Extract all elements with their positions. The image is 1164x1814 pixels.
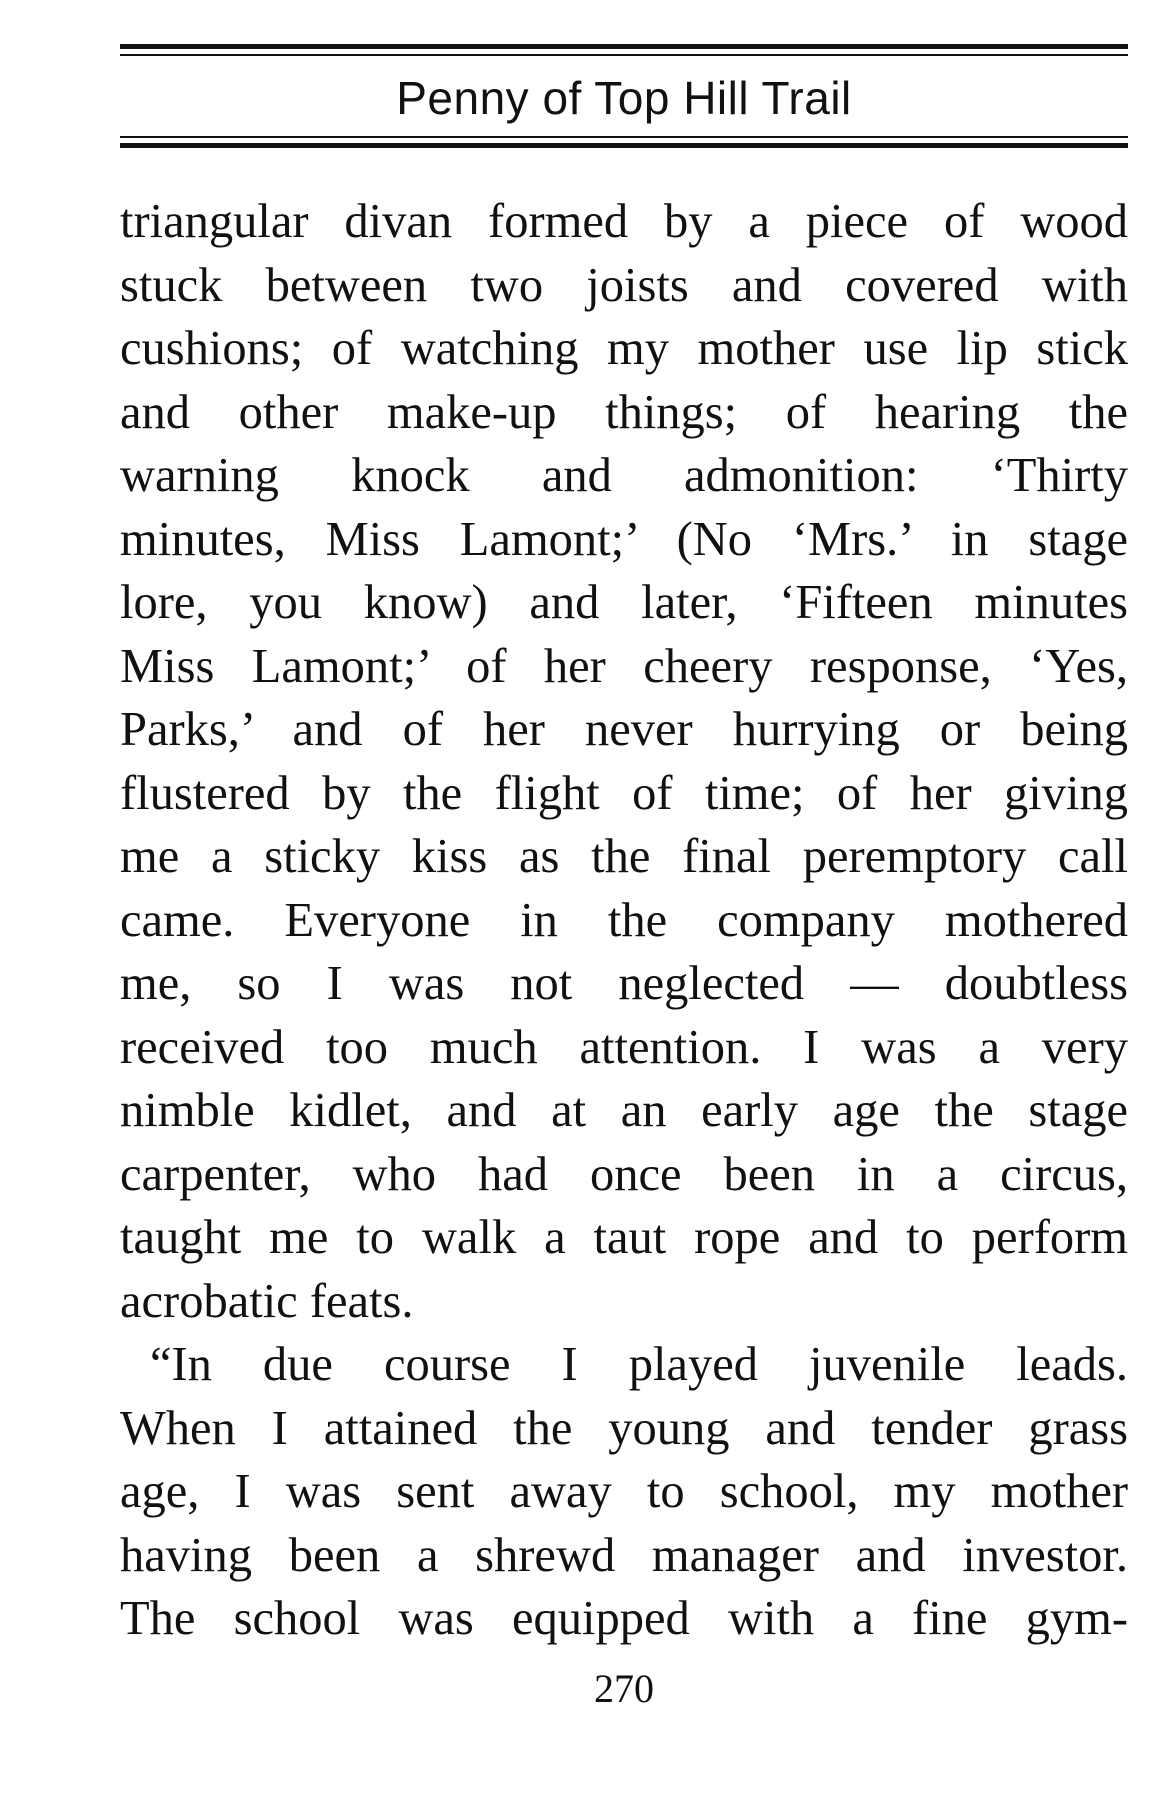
text-line: came. Everyone in the company mothered <box>120 893 1128 947</box>
text-line: cushions; of watching my mother use lip stick <box>120 322 1128 375</box>
text-line: The school was equipped with a fine gym- <box>120 1592 1128 1645</box>
text-line: stuck between two joists and covered with <box>120 258 1128 312</box>
text-line: me, so I was not neglected — doubtless <box>120 957 1128 1010</box>
text-line: warning knock and admonition: ‘Thirty <box>120 449 1128 502</box>
text-line: acrobatic feats. <box>120 1274 414 1328</box>
header-rule-top-thick <box>120 44 1128 49</box>
text-line: minutes, Miss Lamont;’ (No ‘Mrs.’ in stage <box>120 512 1128 566</box>
text-line: taught me to walk a taut rope and to perform <box>120 1211 1128 1264</box>
text-line: me a sticky kiss as the final peremptory call <box>120 830 1128 883</box>
header-rule-bottom-thin <box>120 136 1128 138</box>
text-line: and other make-up things; of hearing the <box>120 385 1128 439</box>
text-line: received too much attention. I was a very <box>120 1020 1128 1074</box>
body-text <box>120 190 1128 1651</box>
text-line: lore, you know) and later, ‘Fifteen minutes <box>120 576 1128 629</box>
header-rule-top-thin <box>120 54 1128 56</box>
text-line: triangular divan formed by a piece of wood <box>120 195 1128 248</box>
text-line: Miss Lamont;’ of her cheery response, ‘Yes, <box>120 639 1128 693</box>
running-head-title: Penny of Top Hill Trail <box>396 72 852 124</box>
text-line: age, I was sent away to school, my mother <box>120 1465 1128 1518</box>
text-line: having been a shrewd manager and investor. <box>120 1528 1128 1582</box>
header-rule-bottom-thick <box>120 143 1128 148</box>
text-line: carpenter, who had once been in a circus, <box>120 1147 1128 1201</box>
text-line: nimble kidlet, and at an early age the stage <box>120 1084 1128 1137</box>
text-line: Parks,’ and of her never hurrying or being <box>120 703 1128 756</box>
page-number: 270 <box>594 1666 654 1711</box>
text-line: flustered by the flight of time; of her giving <box>120 766 1128 820</box>
text-line-paragraph-start: “In due course I played juvenile leads. <box>150 1338 1128 1391</box>
text-line: When I attained the young and tender grass <box>120 1401 1128 1455</box>
